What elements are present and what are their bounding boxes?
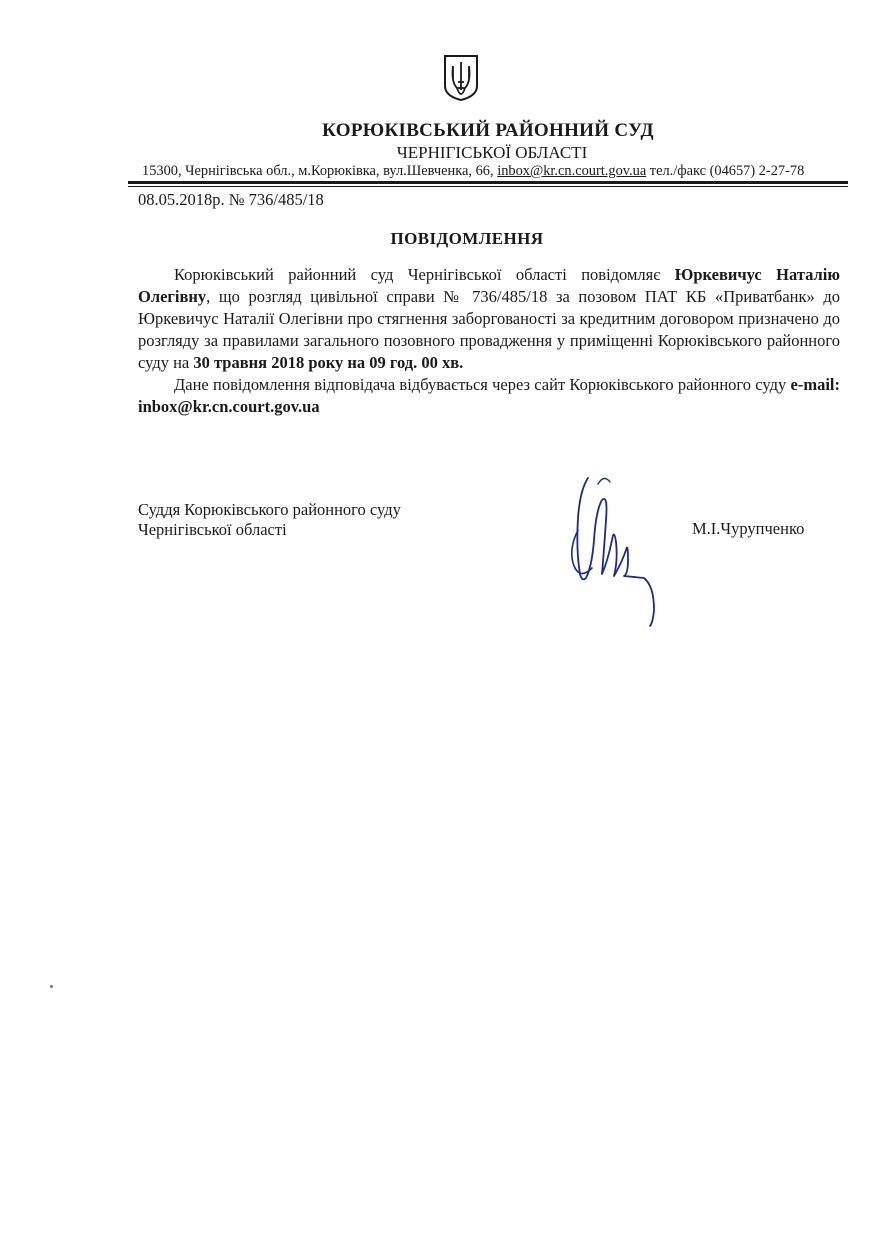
- trident-icon: [441, 52, 481, 102]
- notice-paragraph-2: [138, 374, 840, 418]
- document-reference: 08.05.2018р. № 736/485/18: [138, 190, 324, 209]
- notice-paragraph-1: [138, 264, 840, 374]
- header-divider-thick: [128, 181, 848, 184]
- scan-speck: [50, 985, 53, 988]
- address-phone: тел./факс (04657) 2-27-78: [646, 163, 805, 179]
- document-title: ПОВІДОМЛЕННЯ: [390, 229, 544, 248]
- judge-name: М.І.Чурупченко: [692, 519, 805, 538]
- court-address: [142, 163, 842, 180]
- paragraph1-part1: Корюківський районний суд Чернігівської області повідомляє: [174, 265, 675, 284]
- notice-email: e-mail: inbox@kr.cn.court.gov.ua: [138, 375, 840, 416]
- hearing-date: 30 травня 2018 року на 09 год. 00 хв.: [193, 353, 464, 372]
- notice-body: [138, 264, 840, 418]
- defendant-name: Юркевичус Наталію Олегівну: [138, 265, 840, 306]
- paragraph1-part2: , що розгляд цивільної справи № 736/485/18 за позовом ПАТ КБ «Приватбанк» до Юркевичус Наталії Олегівни про стягнення заборгованості за кредитним договором призначено до розгляду за правилами загального позовного провадження у приміщенні Корюківського районного суду на: [138, 287, 840, 372]
- court-name: КОРЮКІВСЬКИЙ РАЙОННИЙ СУД: [322, 120, 654, 141]
- court-email-link[interactable]: inbox@kr.cn.court.gov.ua: [497, 163, 647, 179]
- judge-title-line1: Суддя Корюківського районного суду: [138, 500, 401, 519]
- paragraph2-part1: Дане повідомлення відповідача відбувається через сайт Корюківського районного суду: [174, 375, 791, 394]
- handwritten-signature: [558, 470, 668, 630]
- judge-title: [138, 500, 401, 540]
- judge-title-line2: Чернігівської області: [138, 520, 287, 539]
- court-region: ЧЕРНІГІСЬКОЇ ОБЛАСТІ: [396, 143, 588, 162]
- header-divider-thin: [128, 186, 848, 187]
- address-prefix: 15300, Чернігівська обл., м.Корюківка, вул.Шевченка, 66,: [142, 163, 498, 179]
